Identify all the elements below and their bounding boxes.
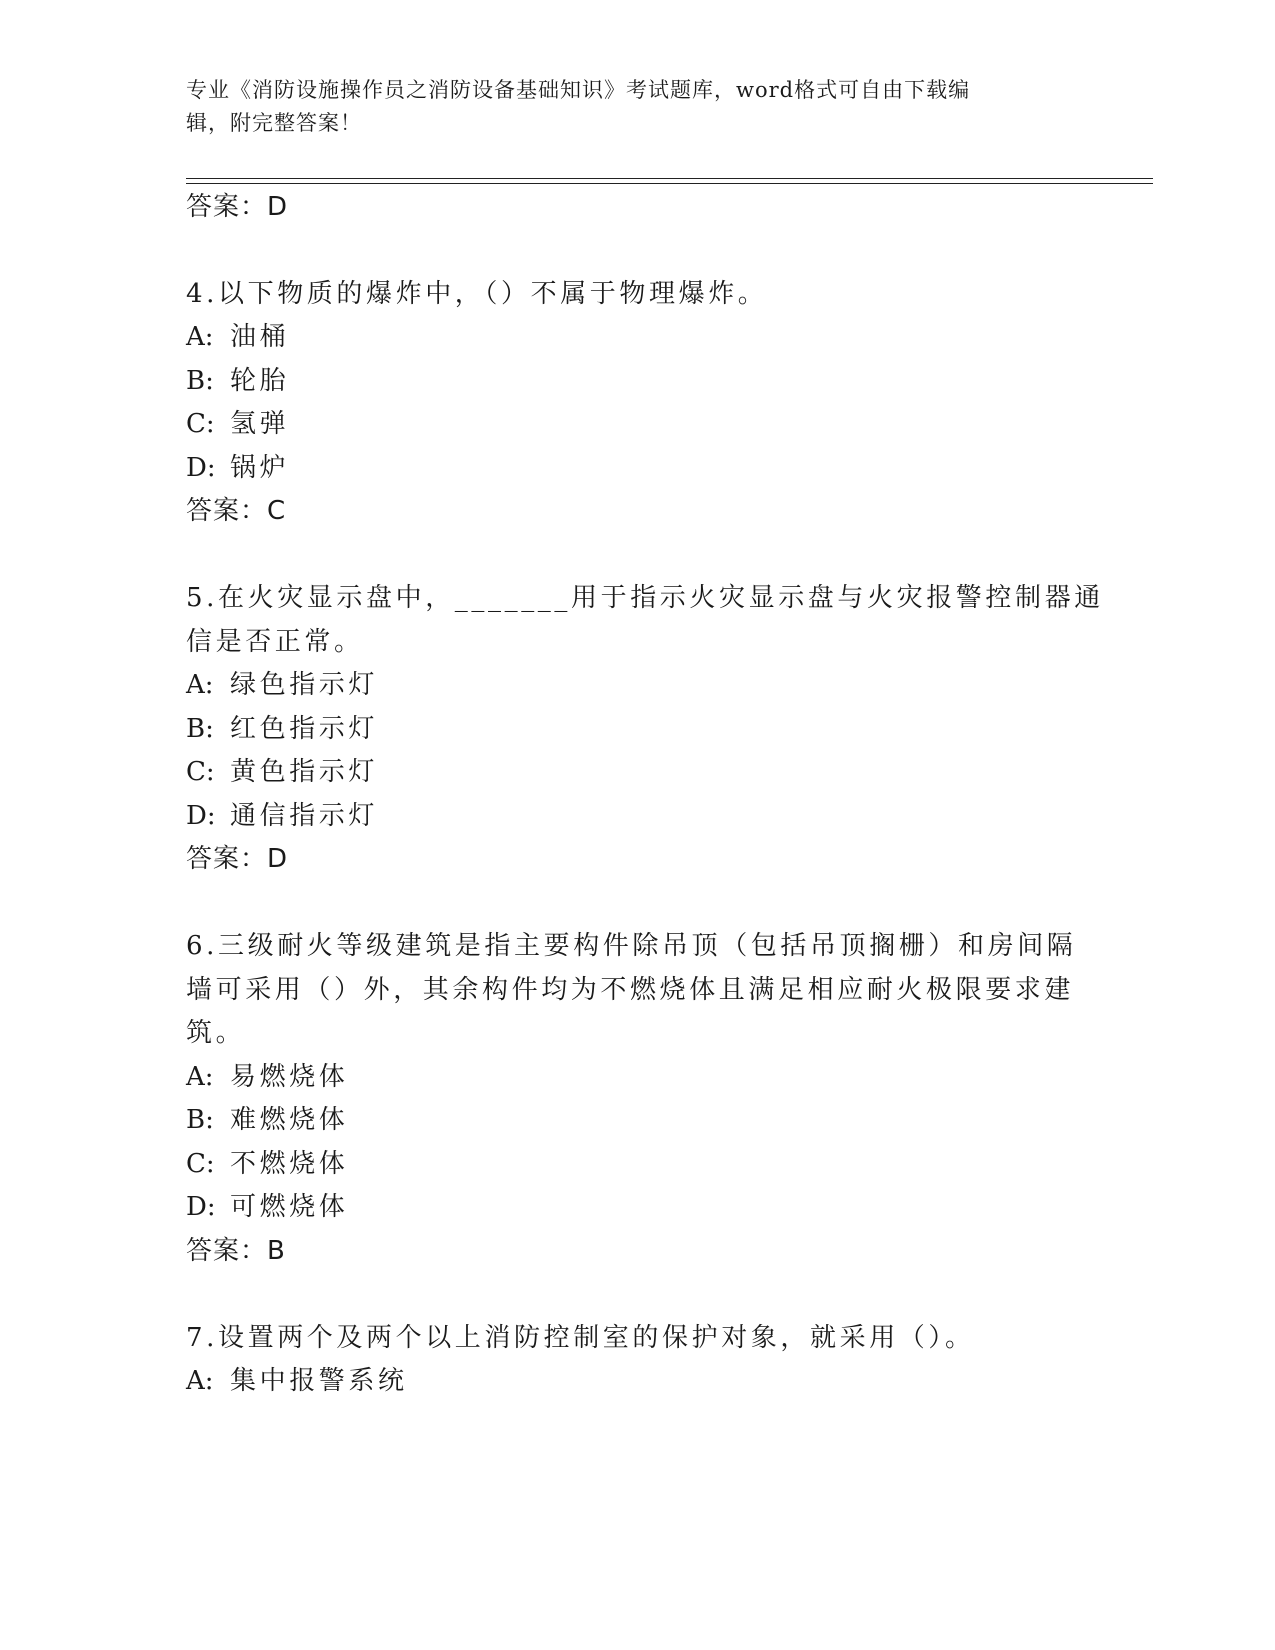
option-text: 可燃烧体 bbox=[230, 1192, 349, 1222]
question-6-text-line-3: 筑。 bbox=[186, 1018, 246, 1048]
option-text: 集中报警系统 bbox=[230, 1366, 408, 1396]
header-line-1: 专业《消防设施操作员之消防设备基础知识》考试题库，word格式可自由下载编 bbox=[186, 78, 971, 102]
option-letter: A: bbox=[186, 1062, 214, 1092]
question-6-option-b bbox=[186, 1103, 348, 1137]
question-6-option-d bbox=[186, 1190, 348, 1224]
question-4-text: 4.以下物质的爆炸中，（）不属于物理爆炸。 bbox=[186, 279, 768, 309]
question-7-option-a bbox=[186, 1364, 408, 1398]
header-divider-top bbox=[186, 178, 1153, 179]
option-text: 锅炉 bbox=[230, 453, 290, 483]
question-6-text-line-1: 6.三级耐火等级建筑是指主要构件除吊顶（包括吊顶搁栅）和房间隔 bbox=[186, 931, 1077, 961]
option-text: 难燃烧体 bbox=[230, 1105, 349, 1135]
question-5-text-line-2: 信是否正常。 bbox=[186, 627, 364, 657]
option-letter: A: bbox=[186, 670, 214, 700]
question-4-option-c bbox=[186, 407, 289, 441]
question-6-answer: 答案：B bbox=[186, 1236, 286, 1266]
question-6-text-line-2: 墙可采用（）外，其余构件均为不燃烧体且满足相应耐火极限要求建 bbox=[186, 975, 1075, 1005]
option-text: 氢弹 bbox=[230, 409, 290, 439]
option-text: 黄色指示灯 bbox=[230, 757, 379, 787]
option-letter: A: bbox=[186, 1366, 214, 1396]
question-6-option-a bbox=[186, 1060, 348, 1094]
option-text: 绿色指示灯 bbox=[230, 670, 379, 700]
option-letter: B: bbox=[186, 714, 214, 744]
question-4-option-a bbox=[186, 320, 289, 354]
question-4-option-d bbox=[186, 451, 289, 485]
option-letter: C: bbox=[186, 1149, 215, 1179]
option-letter: D: bbox=[186, 801, 216, 831]
question-6-option-c bbox=[186, 1147, 348, 1181]
option-text: 轮胎 bbox=[230, 366, 290, 396]
question-5-option-b bbox=[186, 712, 378, 746]
option-letter: B: bbox=[186, 1105, 214, 1135]
question-4-option-b bbox=[186, 364, 289, 398]
question-4-answer: 答案：C bbox=[186, 496, 287, 526]
previous-answer: 答案：D bbox=[186, 192, 289, 222]
document-header bbox=[186, 74, 1066, 140]
question-5-text-line-1: 5.在火灾显示盘中，_______用于指示火灾显示盘与火灾报警控制器通 bbox=[186, 583, 1104, 613]
option-letter: D: bbox=[186, 1192, 216, 1222]
question-5-answer: 答案：D bbox=[186, 844, 289, 874]
header-divider-bottom bbox=[186, 183, 1153, 184]
option-letter: C: bbox=[186, 757, 215, 787]
option-letter: A: bbox=[186, 322, 214, 352]
option-letter: B: bbox=[186, 366, 214, 396]
option-text: 红色指示灯 bbox=[230, 714, 379, 744]
option-letter: D: bbox=[186, 453, 216, 483]
option-text: 易燃烧体 bbox=[230, 1062, 349, 1092]
option-letter: C: bbox=[186, 409, 215, 439]
option-text: 不燃烧体 bbox=[230, 1149, 349, 1179]
question-7-text: 7.设置两个及两个以上消防控制室的保护对象，就采用（）。 bbox=[186, 1323, 975, 1353]
question-5-option-d bbox=[186, 799, 378, 833]
option-text: 油桶 bbox=[230, 322, 290, 352]
question-5-option-c bbox=[186, 755, 378, 789]
question-5-option-a bbox=[186, 668, 378, 702]
option-text: 通信指示灯 bbox=[230, 801, 379, 831]
header-line-2: 辑，附完整答案！ bbox=[186, 111, 362, 135]
